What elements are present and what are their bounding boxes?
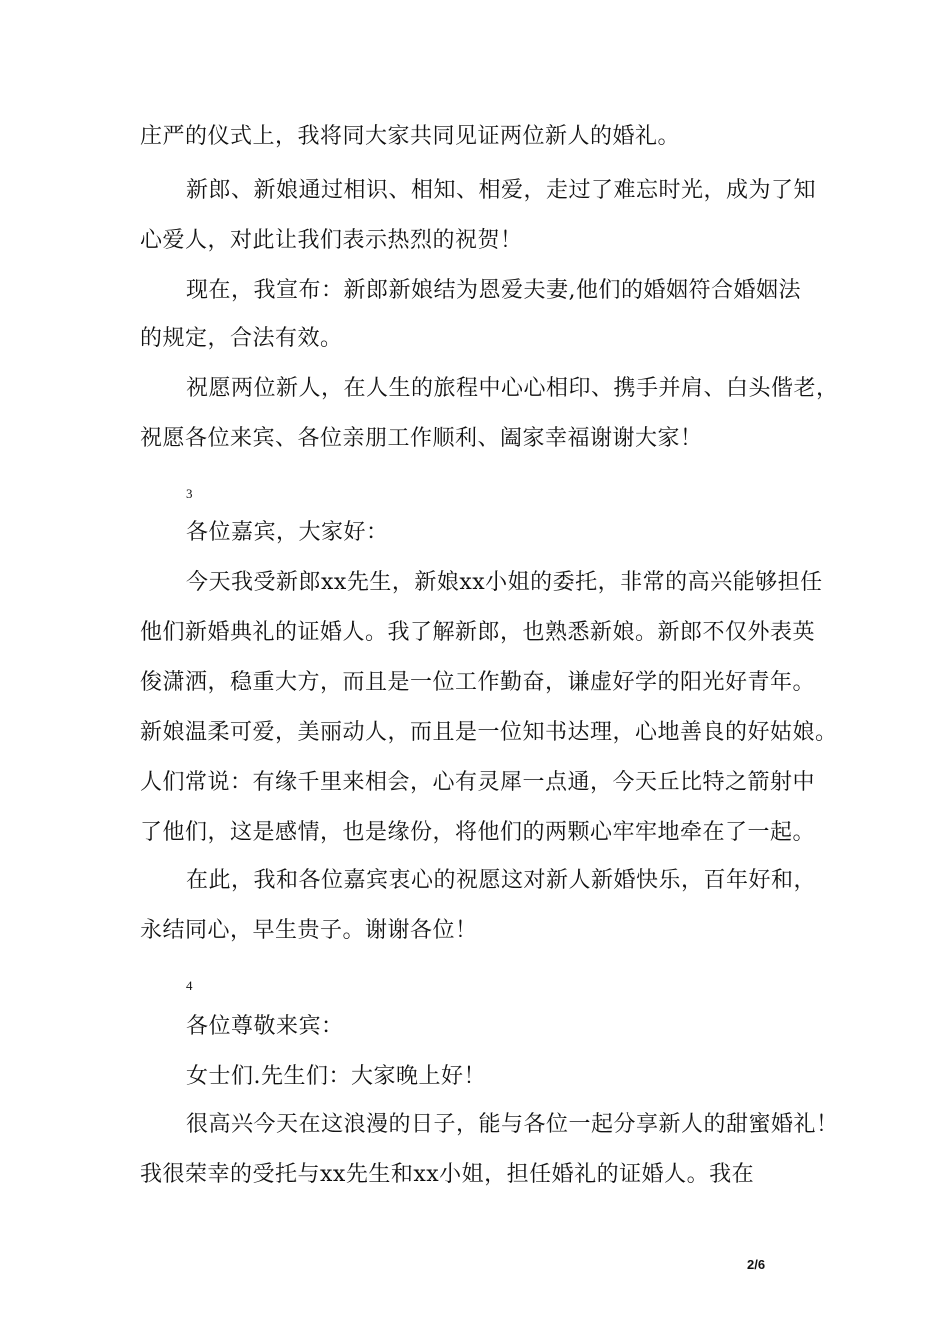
text-line: 庄严的仪式上，我将同大家共同见证两位新人的婚礼。 xyxy=(140,124,681,149)
section-number: 4 xyxy=(186,978,193,993)
text-line: 今天我受新郎xx先生，新娘xx小姐的委托，非常的高兴能够担任 xyxy=(186,570,823,595)
text-line: 现在，我宣布：新郎新娘结为恩爱夫妻,他们的婚姻符合婚姻法 xyxy=(186,278,801,303)
page-indicator: 2/6 xyxy=(747,1257,766,1272)
text-line: 女士们.先生们：大家晚上好！ xyxy=(186,1064,486,1089)
text-line: 很高兴今天在这浪漫的日子，能与各位一起分享新人的甜蜜婚礼！ xyxy=(186,1112,839,1137)
text-line: 祝愿各位来宾、各位亲朋工作顺利、阖家幸福谢谢大家！ xyxy=(140,426,703,451)
text-line: 各位嘉宾，大家好： xyxy=(186,520,389,545)
text-line: 的规定，合法有效。 xyxy=(140,326,343,351)
text-line: 新郎、新娘通过相识、相知、相爱，走过了难忘时光，成为了知 xyxy=(186,178,817,203)
section-number: 3 xyxy=(186,486,193,501)
text-line: 永结同心，早生贵子。谢谢各位！ xyxy=(140,918,478,943)
text-line: 人们常说：有缘千里来相会，心有灵犀一点通，今天丘比特之箭射中 xyxy=(140,770,816,795)
text-line: 心爱人，对此让我们表示热烈的祝贺！ xyxy=(140,228,523,253)
text-line: 在此，我和各位嘉宾衷心的祝愿这对新人新婚快乐，百年好和， xyxy=(186,868,817,893)
text-line: 了他们，这是感情，也是缘份，将他们的两颗心牢牢地牵在了一起。 xyxy=(140,820,816,845)
text-line: 我很荣幸的受托与xx先生和xx小姐，担任婚礼的证婚人。我在 xyxy=(140,1162,755,1187)
text-line: 新娘温柔可爱，美丽动人，而且是一位知书达理，心地善良的好姑娘。 xyxy=(140,720,838,745)
text-line: 俊潇洒，稳重大方，而且是一位工作勤奋，谦虚好学的阳光好青年。 xyxy=(140,670,816,695)
text-line: 祝愿两位新人，在人生的旅程中心心相印、携手并肩、白头偕老， xyxy=(186,376,839,401)
text-line: 他们新婚典礼的证婚人。我了解新郎，也熟悉新娘。新郎不仅外表英 xyxy=(140,620,816,645)
text-line: 各位尊敬来宾： xyxy=(186,1014,344,1039)
